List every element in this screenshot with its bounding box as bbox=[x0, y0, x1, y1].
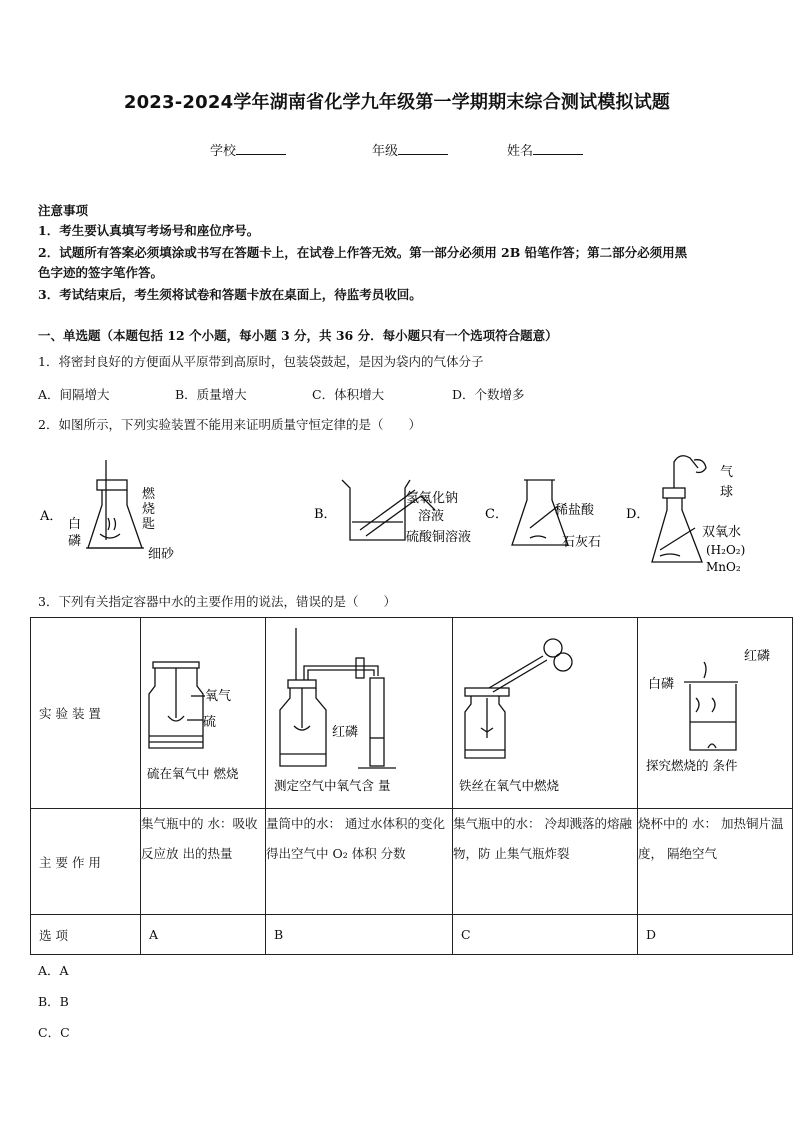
fig-label: 双氧水 bbox=[702, 525, 742, 540]
option-cell: D bbox=[638, 915, 793, 955]
option-cell: A bbox=[141, 915, 266, 955]
answer-option: C．C bbox=[38, 1025, 70, 1040]
fig-label: 气 bbox=[720, 465, 734, 480]
option-letter: C． bbox=[485, 507, 508, 522]
option-cell: B bbox=[266, 915, 453, 955]
section-heading: 一、单选题（本题包括 12 个小题，每小题 3 分，共 36 分．每小题只有一个选项符合题意） bbox=[38, 328, 558, 343]
q3-table bbox=[30, 617, 793, 955]
fig-label: 白磷 bbox=[648, 677, 675, 692]
role-cell: 集气瓶中的水： 冷却溅落的熔融物，防 止集气瓶炸裂 bbox=[453, 809, 638, 915]
notice-heading: 注意事项 bbox=[38, 203, 89, 218]
fig-label: 稀盐酸 bbox=[555, 503, 595, 518]
fig-label: 氧气 bbox=[205, 689, 232, 704]
apparatus-d bbox=[652, 456, 706, 562]
notice-item: 3．考试结束后，考生须将试卷和答题卡放在桌面上，待监考员收回。 bbox=[38, 287, 422, 302]
fig-label: 磷 bbox=[68, 534, 82, 549]
grade-field: 年级 bbox=[372, 140, 448, 159]
fig-label: 球 bbox=[720, 485, 734, 500]
fig-label: MnO₂ bbox=[706, 560, 741, 574]
apparatus-cell bbox=[141, 618, 266, 809]
option-letter: B． bbox=[314, 507, 337, 522]
fig-label: 细砂 bbox=[148, 547, 175, 562]
fig-label: (H₂O₂) bbox=[706, 543, 746, 557]
fig-label: 石灰石 bbox=[562, 535, 602, 550]
fig-label: 红磷 bbox=[332, 725, 359, 740]
caption: 铁丝在氧气中燃烧 bbox=[459, 778, 560, 793]
notice-item: 1．考生要认真填写考场号和座位序号。 bbox=[38, 223, 260, 238]
fig-label: 硫 bbox=[203, 715, 217, 730]
fig-label: 匙 bbox=[142, 517, 156, 532]
fig-label: 红磷 bbox=[744, 649, 771, 664]
fig-label: 硫酸铜溶液 bbox=[406, 530, 472, 545]
role-cell: 集气瓶中的 水：吸收反应放 出的热量 bbox=[141, 809, 266, 915]
row-header: 选 项 bbox=[31, 915, 141, 955]
answer-option: B．B bbox=[38, 994, 69, 1009]
role-cell: 烧杯中的 水： 加热铜片温 度， 隔绝空气 bbox=[638, 809, 793, 915]
fig-label: 烧 bbox=[142, 502, 156, 517]
name-field: 姓名 bbox=[507, 140, 583, 159]
option-b: B．质量增大 bbox=[175, 387, 247, 402]
caption: 硫在氧气中 燃烧 bbox=[147, 766, 239, 781]
apparatus-cell bbox=[266, 618, 453, 809]
apparatus-cell bbox=[453, 618, 638, 809]
question-stem: 3．下列有关指定容器中水的主要作用的说法，错误的是（ ） bbox=[38, 594, 396, 609]
row-header: 实 验 装 置 bbox=[31, 618, 141, 809]
fig-label: 溶液 bbox=[418, 509, 445, 524]
apparatus-a bbox=[86, 460, 144, 548]
option-letter: A． bbox=[40, 509, 63, 524]
option-cell: C bbox=[453, 915, 638, 955]
option-d: D．个数增多 bbox=[452, 387, 525, 402]
answer-option: A．A bbox=[38, 963, 69, 978]
question-stem: 1．将密封良好的方便面从平原带到高原时，包装袋鼓起，是因为袋内的气体分子 bbox=[38, 354, 484, 369]
fig-label: 氢氧化钠 bbox=[406, 491, 459, 506]
notice-item: 色字迹的签字笔作答。 bbox=[38, 265, 164, 280]
role-cell: 量筒中的水： 通过水体积的变化 得出空气中 O₂ 体积 分数 bbox=[266, 809, 453, 915]
caption: 探究燃烧的 条件 bbox=[646, 758, 738, 773]
fig-label: 白 bbox=[68, 517, 82, 532]
option-a: A．间隔增大 bbox=[38, 387, 110, 402]
notice-item: 2．试题所有答案必须填涂或书写在答题卡上，在试卷上作答无效。第一部分必须用 2B 铅笔作答；第二部分必须用黑 bbox=[38, 245, 688, 260]
option-c: C．体积增大 bbox=[312, 387, 385, 402]
apparatus-cell bbox=[638, 618, 793, 809]
caption: 测定空气中氧气含 量 bbox=[274, 778, 391, 793]
row-header: 主 要 作 用 bbox=[31, 809, 141, 915]
q2-figures bbox=[30, 450, 794, 585]
school-field: 学校 bbox=[210, 140, 286, 159]
page-title: 2023-2024学年湖南省化学九年级第一学期期末综合测试模拟试题 bbox=[123, 92, 671, 113]
option-letter: D． bbox=[626, 507, 650, 522]
fig-label: 燃 bbox=[142, 487, 156, 502]
question-stem: 2．如图所示，下列实验装置不能用来证明质量守恒定律的是（ ） bbox=[38, 417, 421, 432]
